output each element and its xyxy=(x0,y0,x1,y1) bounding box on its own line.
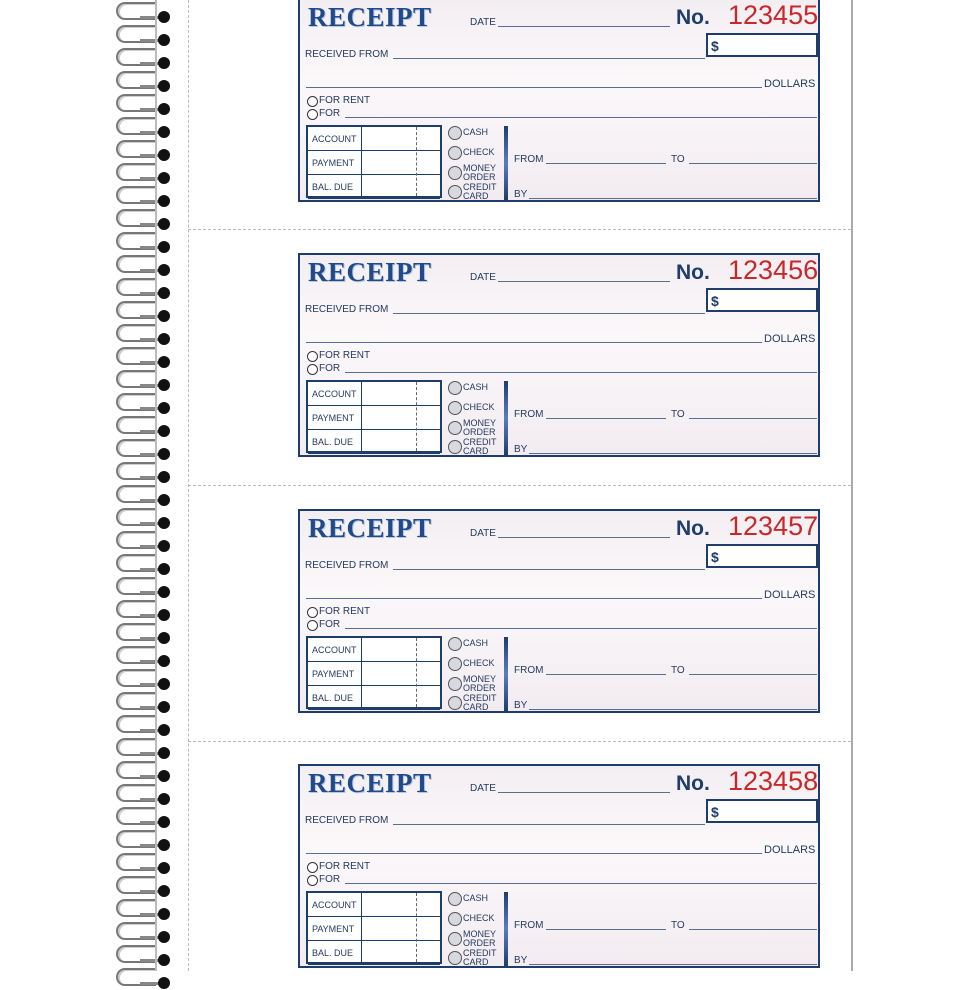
balance-due-row[interactable]: BAL. DUE xyxy=(308,175,440,199)
to-field[interactable] xyxy=(689,674,817,675)
balance-due-row[interactable]: BAL. DUE xyxy=(308,941,440,965)
by-label: BY xyxy=(514,700,528,711)
by-label: BY xyxy=(514,955,528,966)
cash-label: CASH xyxy=(463,893,489,903)
for-label: FOR xyxy=(319,874,341,885)
amount-words-field[interactable] xyxy=(306,598,762,599)
amount-words-field[interactable] xyxy=(306,87,762,88)
to-label: TO xyxy=(671,154,685,165)
amount-words-field[interactable] xyxy=(306,342,762,343)
received-from-label: RECEIVED FROM xyxy=(305,49,389,60)
receipt-title: RECEIPT xyxy=(308,257,432,287)
perforation-line xyxy=(188,229,851,230)
to-label: TO xyxy=(671,920,685,931)
divider-bar xyxy=(504,637,508,711)
for-rent-label: FOR RENT xyxy=(319,861,371,872)
spiral-coil xyxy=(112,324,172,346)
spiral-coil xyxy=(112,853,172,875)
for-rent-radio[interactable] xyxy=(307,862,318,873)
receipt-form xyxy=(298,509,820,713)
spiral-coil xyxy=(112,140,172,162)
check-radio[interactable] xyxy=(448,146,462,160)
perforation-line xyxy=(188,741,851,742)
to-label: TO xyxy=(671,409,685,420)
card-label: CARD xyxy=(463,702,489,712)
received-from-label: RECEIVED FROM xyxy=(305,560,389,571)
spiral-coil xyxy=(112,462,172,484)
by-label: BY xyxy=(514,189,528,200)
spiral-coil xyxy=(112,186,172,208)
to-label: TO xyxy=(671,665,685,676)
dollar-sign: $ xyxy=(711,804,719,820)
order-label: ORDER xyxy=(463,938,496,948)
received-from-field[interactable] xyxy=(393,569,705,570)
money-order-radio[interactable] xyxy=(448,166,462,180)
spiral-coil xyxy=(112,278,172,300)
credit-card-radio[interactable] xyxy=(448,696,462,710)
date-field[interactable] xyxy=(498,281,670,282)
order-label: ORDER xyxy=(463,683,496,693)
spiral-coil xyxy=(112,370,172,392)
order-label: ORDER xyxy=(463,427,496,437)
from-label: FROM xyxy=(514,665,544,676)
amount-field[interactable] xyxy=(706,33,818,57)
balance-due-row[interactable]: BAL. DUE xyxy=(308,430,440,454)
column-divider xyxy=(361,638,362,707)
money-label: MONEY xyxy=(463,163,497,173)
credit-label: CREDIT xyxy=(463,182,497,192)
for-label: FOR xyxy=(319,108,341,119)
cents-divider xyxy=(416,893,417,962)
for-label: FOR xyxy=(319,363,341,374)
from-label: FROM xyxy=(514,154,544,165)
cash-radio[interactable] xyxy=(448,637,462,651)
for-radio[interactable] xyxy=(307,620,318,631)
spiral-coil xyxy=(112,255,172,277)
spiral-coil xyxy=(112,554,172,576)
check-label: CHECK xyxy=(463,913,495,923)
date-label: DATE xyxy=(470,272,496,283)
receipt-form xyxy=(298,764,820,968)
for-field[interactable] xyxy=(345,372,817,373)
receipt-number: 123456 xyxy=(728,255,819,285)
spiral-coil xyxy=(112,646,172,668)
column-divider xyxy=(361,127,362,196)
divider-bar xyxy=(504,892,508,966)
credit-label: CREDIT xyxy=(463,693,497,703)
by-label: BY xyxy=(514,444,528,455)
received-from-field[interactable] xyxy=(393,58,705,59)
amount-field[interactable] xyxy=(706,288,818,312)
divider-bar xyxy=(504,126,508,200)
cash-radio[interactable] xyxy=(448,892,462,906)
page-edge xyxy=(851,0,853,971)
by-field[interactable] xyxy=(529,964,817,965)
spiral-coil xyxy=(112,163,172,185)
spiral-coil xyxy=(112,2,172,24)
spiral-coil xyxy=(112,715,172,737)
for-rent-radio[interactable] xyxy=(307,607,318,618)
date-field[interactable] xyxy=(498,26,670,27)
date-field[interactable] xyxy=(498,792,670,793)
for-rent-label: FOR RENT xyxy=(319,95,371,106)
spiral-coil xyxy=(112,922,172,944)
date-label: DATE xyxy=(470,783,496,794)
spiral-coil xyxy=(112,301,172,323)
check-label: CHECK xyxy=(463,147,495,157)
receipt-title: RECEIPT xyxy=(308,2,432,32)
spiral-coil xyxy=(112,738,172,760)
amount-field[interactable] xyxy=(706,544,818,568)
dollars-label: DOLLARS xyxy=(764,78,816,90)
date-field[interactable] xyxy=(498,537,670,538)
card-label: CARD xyxy=(463,957,489,967)
spiral-coil xyxy=(112,485,172,507)
receipt-form xyxy=(298,253,820,457)
receipt-title: RECEIPT xyxy=(308,768,432,798)
divider-bar xyxy=(504,381,508,455)
amount-field[interactable] xyxy=(706,799,818,823)
spiral-coil xyxy=(112,232,172,254)
dollar-sign: $ xyxy=(711,549,719,565)
date-label: DATE xyxy=(470,17,496,28)
receipt-title: RECEIPT xyxy=(308,513,432,543)
account-table xyxy=(306,125,442,198)
by-field[interactable] xyxy=(529,198,817,199)
spiral-coil xyxy=(112,807,172,829)
number-label: No. xyxy=(676,517,710,540)
binding-spine xyxy=(155,0,157,971)
receipt-number: 123455 xyxy=(728,0,819,30)
dollar-sign: $ xyxy=(711,293,719,309)
dollar-sign: $ xyxy=(711,38,719,54)
spiral-coil xyxy=(112,439,172,461)
for-radio[interactable] xyxy=(307,364,318,375)
money-order-radio[interactable] xyxy=(448,421,462,435)
to-field[interactable] xyxy=(689,418,817,419)
payment-row[interactable]: PAYMENT xyxy=(308,917,440,941)
check-label: CHECK xyxy=(463,658,495,668)
money-order-radio[interactable] xyxy=(448,932,462,946)
credit-label: CREDIT xyxy=(463,437,497,447)
receipt-number: 123458 xyxy=(728,766,819,796)
from-label: FROM xyxy=(514,920,544,931)
check-radio[interactable] xyxy=(448,657,462,671)
cents-divider xyxy=(416,127,417,196)
spiral-coil xyxy=(112,577,172,599)
spiral-coil xyxy=(112,623,172,645)
spiral-binding xyxy=(112,0,172,971)
spiral-coil xyxy=(112,876,172,898)
receipt-number: 123457 xyxy=(728,511,819,541)
cash-radio[interactable] xyxy=(448,381,462,395)
spiral-coil xyxy=(112,830,172,852)
spiral-coil xyxy=(112,692,172,714)
spiral-coil xyxy=(112,48,172,70)
spiral-coil xyxy=(112,347,172,369)
dollars-label: DOLLARS xyxy=(764,589,816,601)
credit-label: CREDIT xyxy=(463,948,497,958)
money-label: MONEY xyxy=(463,674,497,684)
receipt-form xyxy=(298,0,820,202)
credit-card-radio[interactable] xyxy=(448,185,462,199)
check-label: CHECK xyxy=(463,402,495,412)
spiral-coil xyxy=(112,968,172,990)
for-field[interactable] xyxy=(345,628,817,629)
spiral-coil xyxy=(112,94,172,116)
date-label: DATE xyxy=(470,528,496,539)
spiral-coil xyxy=(112,25,172,47)
received-from-field[interactable] xyxy=(393,313,705,314)
account-row[interactable]: ACCOUNT xyxy=(308,127,440,151)
account-table xyxy=(306,380,442,453)
credit-card-radio[interactable] xyxy=(448,440,462,454)
by-field[interactable] xyxy=(529,709,817,710)
spiral-coil xyxy=(112,945,172,967)
spiral-coil xyxy=(112,393,172,415)
spiral-coil xyxy=(112,600,172,622)
dollars-label: DOLLARS xyxy=(764,333,816,345)
credit-card-radio[interactable] xyxy=(448,951,462,965)
for-radio[interactable] xyxy=(307,109,318,120)
account-table xyxy=(306,891,442,964)
cash-radio[interactable] xyxy=(448,126,462,140)
received-from-label: RECEIVED FROM xyxy=(305,304,389,315)
spiral-coil xyxy=(112,531,172,553)
number-label: No. xyxy=(676,6,710,29)
for-field[interactable] xyxy=(345,117,817,118)
order-label: ORDER xyxy=(463,172,496,182)
balance-due-row[interactable]: BAL. DUE xyxy=(308,686,440,710)
for-rent-label: FOR RENT xyxy=(319,606,371,617)
from-field[interactable] xyxy=(546,418,666,419)
amount-words-field[interactable] xyxy=(306,853,762,854)
spiral-coil xyxy=(112,899,172,921)
dollars-label: DOLLARS xyxy=(764,844,816,856)
for-radio[interactable] xyxy=(307,875,318,886)
spiral-coil xyxy=(112,71,172,93)
from-field[interactable] xyxy=(546,163,666,164)
column-divider xyxy=(361,382,362,451)
money-order-radio[interactable] xyxy=(448,677,462,691)
to-field[interactable] xyxy=(689,163,817,164)
cash-label: CASH xyxy=(463,638,489,648)
cash-label: CASH xyxy=(463,127,489,137)
spiral-coil xyxy=(112,784,172,806)
from-field[interactable] xyxy=(546,674,666,675)
for-label: FOR xyxy=(319,619,341,630)
account-row[interactable]: ACCOUNT xyxy=(308,382,440,406)
received-from-field[interactable] xyxy=(393,824,705,825)
card-label: CARD xyxy=(463,446,489,456)
spiral-coil xyxy=(112,508,172,530)
spiral-coil xyxy=(112,117,172,139)
payment-row[interactable]: PAYMENT xyxy=(308,151,440,175)
spiral-coil xyxy=(112,416,172,438)
payment-row[interactable]: PAYMENT xyxy=(308,662,440,686)
column-divider xyxy=(361,893,362,962)
by-field[interactable] xyxy=(529,453,817,454)
for-rent-radio[interactable] xyxy=(307,351,318,362)
spiral-coil xyxy=(112,761,172,783)
account-row[interactable]: ACCOUNT xyxy=(308,638,440,662)
money-label: MONEY xyxy=(463,929,497,939)
cents-divider xyxy=(416,382,417,451)
spiral-coil xyxy=(112,209,172,231)
to-field[interactable] xyxy=(689,929,817,930)
for-field[interactable] xyxy=(345,883,817,884)
spiral-coil xyxy=(112,669,172,691)
received-from-label: RECEIVED FROM xyxy=(305,815,389,826)
money-label: MONEY xyxy=(463,418,497,428)
from-label: FROM xyxy=(514,409,544,420)
for-rent-radio[interactable] xyxy=(307,96,318,107)
check-radio[interactable] xyxy=(448,912,462,926)
check-radio[interactable] xyxy=(448,401,462,415)
number-label: No. xyxy=(676,772,710,795)
account-row[interactable]: ACCOUNT xyxy=(308,893,440,917)
card-label: CARD xyxy=(463,191,489,201)
for-rent-label: FOR RENT xyxy=(319,350,371,361)
perforation-line xyxy=(188,485,851,486)
from-field[interactable] xyxy=(546,929,666,930)
cash-label: CASH xyxy=(463,382,489,392)
payment-row[interactable]: PAYMENT xyxy=(308,406,440,430)
number-label: No. xyxy=(676,261,710,284)
account-table xyxy=(306,636,442,709)
cents-divider xyxy=(416,638,417,707)
